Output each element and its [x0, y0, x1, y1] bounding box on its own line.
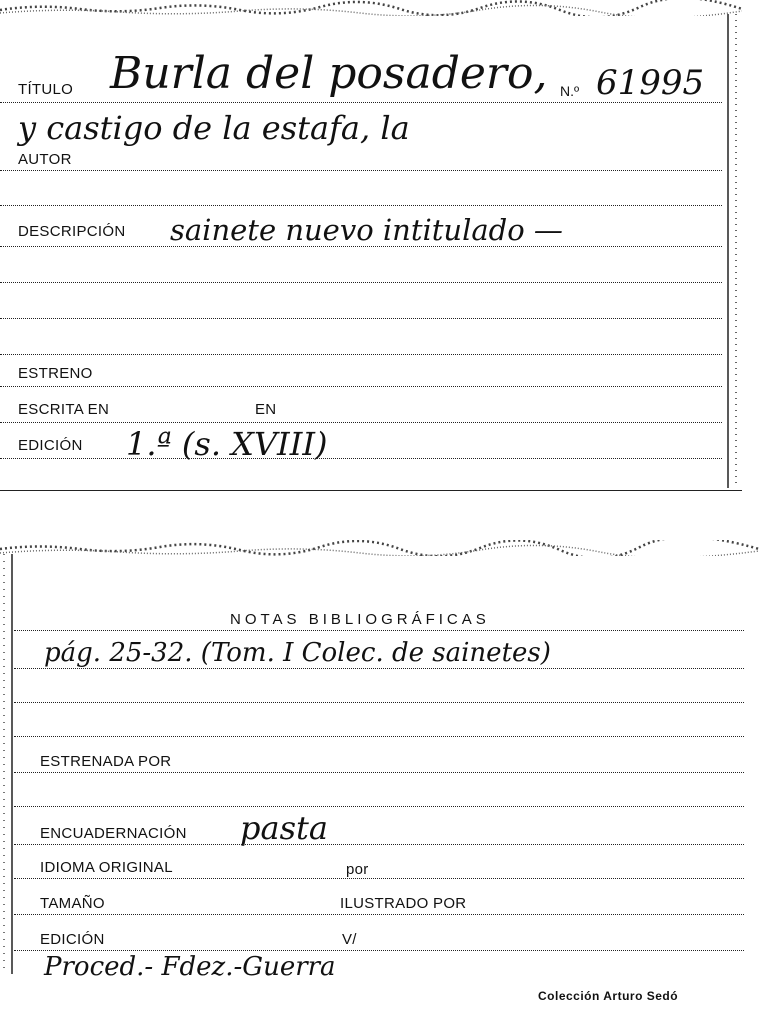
label-en: EN: [255, 401, 277, 418]
label-autor: AUTOR: [18, 151, 72, 168]
escrita-rule: [0, 422, 722, 423]
blank-rule-4: [0, 354, 722, 355]
blank-rule-back-2: [14, 736, 744, 737]
notas-rule: [14, 630, 744, 631]
label-v: V/: [342, 931, 357, 948]
handwritten-title-line1: Burla del posadero,: [110, 48, 548, 99]
edicion-back-rule: [14, 950, 744, 951]
label-edicion: EDICIÓN: [18, 437, 83, 454]
handwritten-descripcion: sainete nuevo intitulado —: [170, 213, 563, 247]
collection-imprint: Colección Arturo Sedó: [538, 989, 679, 1003]
blank-rule-1: [0, 205, 722, 206]
label-idioma-original: IDIOMA ORIGINAL: [40, 859, 173, 876]
estrenada-rule: [14, 772, 744, 773]
numero-label: N.º: [560, 83, 580, 99]
torn-top-edge-back: [0, 540, 759, 556]
notas-rule-2: [14, 668, 744, 669]
tamano-rule: [14, 914, 744, 915]
label-por: por: [346, 861, 369, 878]
label-estreno: ESTRENO: [18, 365, 93, 382]
card-left-speckle: [0, 554, 10, 974]
label-descripcion: DESCRIPCIÓN: [18, 223, 126, 240]
handwritten-encuadernacion: pasta: [240, 809, 328, 847]
label-notas-bibliograficas: NOTAS BIBLIOGRÁFICAS: [230, 611, 490, 628]
blank-rule-3: [0, 318, 722, 319]
blank-rule-2: [0, 282, 722, 283]
handwritten-notas: pág. 25-32. (Tom. I Colec. de sainetes): [44, 638, 551, 668]
label-escrita-en: ESCRITA EN: [18, 401, 110, 418]
card-left-border: [10, 554, 14, 974]
catalog-number: 61995: [596, 63, 705, 103]
handwritten-procedencia: Proced.- Fdez.-Guerra: [44, 952, 336, 982]
blank-rule-back-3: [14, 806, 744, 807]
handwritten-title-line2: y castigo de la estafa, la: [18, 109, 410, 147]
catalog-card-back: [0, 540, 759, 1028]
torn-top-edge: [0, 0, 742, 16]
handwritten-edicion: 1.ª (s. XVIII): [126, 425, 328, 463]
blank-rule-back-1: [14, 702, 744, 703]
estreno-rule: [0, 386, 722, 387]
catalog-card-front: [0, 0, 742, 492]
edicion-rule: [0, 458, 722, 459]
descripcion-rule: [0, 246, 722, 247]
idioma-rule: [14, 878, 744, 879]
label-titulo: TÍTULO: [18, 81, 74, 98]
autor-rule: [0, 170, 722, 171]
titulo-rule: [0, 102, 722, 103]
label-ilustrado-por: ILUSTRADO POR: [340, 895, 467, 912]
label-edicion-back: EDICIÓN: [40, 931, 105, 948]
card-bottom-edge: [0, 490, 742, 491]
label-estrenada-por: ESTRENADA POR: [40, 753, 172, 770]
label-tamano: TAMAÑO: [40, 895, 105, 912]
card-right-speckle: [730, 14, 742, 488]
encuadernacion-rule: [14, 844, 744, 845]
label-encuadernacion: ENCUADERNACIÓN: [40, 825, 187, 842]
